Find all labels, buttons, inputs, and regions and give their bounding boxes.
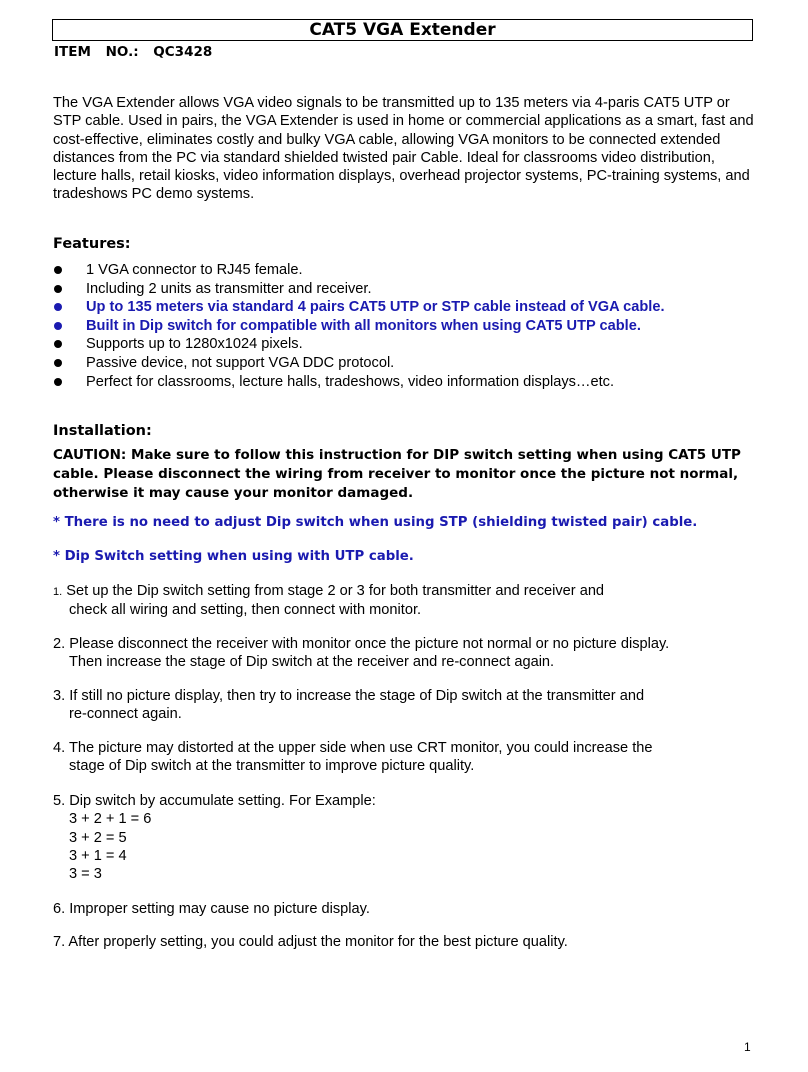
example-line: 3 + 1 = 4 xyxy=(69,847,127,864)
step-1-number: 1. xyxy=(53,586,63,598)
step-2-line2: Then increase the stage of Dip switch at the receiver and re-connect again. xyxy=(69,654,555,671)
bullet-icon xyxy=(54,322,62,330)
features-heading: Features: xyxy=(53,236,131,252)
feature-item-highlighted xyxy=(53,317,773,336)
intro-paragraph: The VGA Extender allows VGA video signals to be transmitted up to 135 meters via 4-paris CAT5 UTP or STP cable. Used in pairs, the VGA Extender is used in home or commercial applications as a smart, fast and cost-effective, eliminates costly and bulky VGA cable, allowing VGA monitors to be connected extended distances from the PC via standard shielded twisted pair Cable. Ideal for classrooms video distribution, lecture halls, retail kiosks, video information displays, overhead projector systems, PC-training systems, and tradeshows PC demo systems. xyxy=(53,95,754,203)
feature-text: Including 2 units as transmitter and receiver. xyxy=(86,280,372,297)
example-line: 3 = 3 xyxy=(69,866,102,883)
feature-text: Built in Dip switch for compatible with all monitors when using CAT5 UTP cable. xyxy=(86,317,641,334)
example-line: 3 + 2 = 5 xyxy=(69,829,127,846)
step-1-line1: Set up the Dip switch setting from stage 2 or 3 for both transmitter and receiver and xyxy=(66,583,605,599)
bullet-icon xyxy=(54,359,62,367)
document-title: CAT5 VGA Extender xyxy=(52,19,753,41)
step-4-line2: stage of Dip switch at the transmitter to improve picture quality. xyxy=(69,758,475,775)
step-2 xyxy=(53,635,763,672)
item-label: ITEM NO.: xyxy=(54,44,139,60)
feature-text: Up to 135 meters via standard 4 pairs CAT5 UTP or STP cable instead of VGA cable. xyxy=(86,299,665,316)
note-utp: * Dip Switch setting when using with UTP cable. xyxy=(53,549,414,564)
feature-item xyxy=(53,354,773,373)
bullet-icon xyxy=(54,303,62,311)
step-7: 7. After properly setting, you could adjust the monitor for the best picture quality. xyxy=(53,934,568,950)
step-5 xyxy=(53,792,763,883)
step-1-line2: check all wiring and setting, then connect with monitor. xyxy=(69,602,422,619)
note-stp: * There is no need to adjust Dip switch when using STP (shielding twisted pair) cable. xyxy=(53,515,698,530)
bullet-icon xyxy=(54,378,62,386)
feature-item xyxy=(53,335,773,354)
feature-item-highlighted xyxy=(53,298,773,317)
feature-text: Supports up to 1280x1024 pixels. xyxy=(86,336,303,353)
step-3-line2: re-connect again. xyxy=(69,706,182,723)
step-1 xyxy=(53,582,763,620)
feature-text: 1 VGA connector to RJ45 female. xyxy=(86,262,303,278)
feature-item xyxy=(53,373,773,392)
step-2-line1: 2. Please disconnect the receiver with monitor once the picture not normal or no picture display. xyxy=(53,636,670,652)
feature-item xyxy=(53,261,773,280)
bullet-icon xyxy=(54,340,62,348)
step-3-line1: 3. If still no picture display, then try to increase the stage of Dip switch at the transmitter and xyxy=(53,688,645,704)
bullet-icon xyxy=(54,285,62,293)
step-5-line1: 5. Dip switch by accumulate setting. For Example: xyxy=(53,793,376,809)
step-4-line1: 4. The picture may distorted at the upper side when use CRT monitor, you could increase the xyxy=(53,740,653,756)
feature-text: Perfect for classrooms, lecture halls, tradeshows, video information displays…etc. xyxy=(86,373,615,390)
item-number: QC3428 xyxy=(153,44,213,60)
example-line: 3 + 2 + 1 = 6 xyxy=(69,811,152,828)
item-number-line xyxy=(54,44,212,60)
bullet-icon xyxy=(54,266,62,274)
page-number: 1 xyxy=(744,1040,751,1054)
caution-paragraph: CAUTION: Make sure to follow this instruction for DIP switch setting when using CAT5 UTP cable. Please disconnect the wiring from receiver to monitor once the picture not normal, otherwise it may cause your monitor damaged. xyxy=(53,447,741,501)
step-6: 6. Improper setting may cause no picture display. xyxy=(53,901,370,917)
feature-item xyxy=(53,280,773,299)
feature-text: Passive device, not support VGA DDC protocol. xyxy=(86,354,395,371)
installation-heading: Installation: xyxy=(53,423,152,439)
features-list xyxy=(53,261,773,391)
step-4 xyxy=(53,739,763,776)
step-3 xyxy=(53,687,763,724)
